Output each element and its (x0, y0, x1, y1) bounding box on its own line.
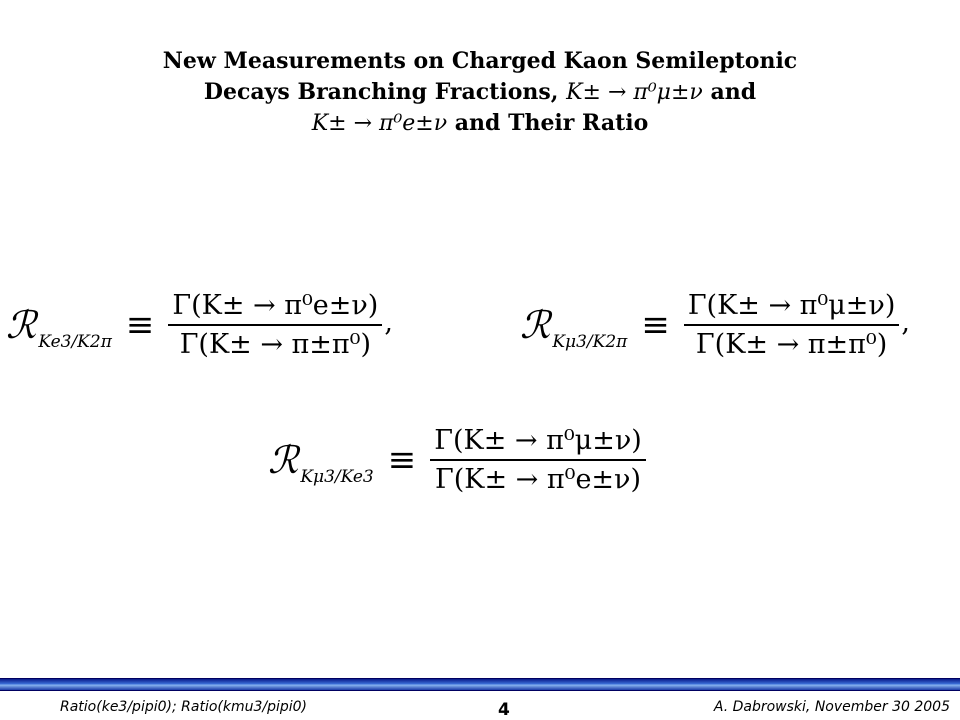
denominator: Γ(K± → π±π⁰) (179, 329, 372, 360)
numerator: Γ(K± → π⁰μ±ν) (687, 290, 896, 321)
ratio-symbol: ℛ (520, 303, 551, 347)
ratio-subscript: Ke3/K2π (38, 332, 112, 352)
numerator: Γ(K± → π⁰e±ν) (172, 290, 379, 321)
equation-lhs (268, 438, 374, 487)
ratio-subscript: Kμ3/K2π (552, 332, 628, 352)
title-line-2 (0, 77, 960, 108)
title-line-2-text: Decays Branching Fractions, (203, 79, 559, 105)
fraction-bar (430, 459, 646, 461)
fraction (168, 290, 382, 360)
ratio-symbol: ℛ (6, 303, 37, 347)
footer-right-text: A. Dabrowski, November 30 2005 (713, 699, 950, 715)
footer-divider-bar (0, 678, 960, 691)
equation-kmu3-k2pi (520, 290, 910, 360)
ratio-symbol: ℛ (268, 438, 299, 482)
title-line-2-end: and (710, 79, 757, 105)
equation-kmu3-ke3 (268, 425, 646, 495)
fraction (684, 290, 900, 360)
title-line-3-text: and Their Ratio (454, 110, 649, 136)
equiv-sign: ≡ (641, 305, 670, 345)
equiv-sign: ≡ (387, 440, 417, 480)
numerator: Γ(K± → π⁰μ±ν) (434, 425, 642, 456)
footer-left-text: Ratio(ke3/pipi0); Ratio(kmu3/pipi0) (60, 699, 308, 715)
equation-ke3-k2pi (6, 290, 393, 360)
title-line-1: New Measurements on Charged Kaon Semileptonic (162, 48, 798, 74)
fraction-bar (684, 324, 900, 326)
title-line-3-math: K± → π⁰e±ν (311, 111, 448, 136)
fraction-bar (168, 324, 382, 326)
trailing-comma: , (901, 307, 910, 338)
slide-title (0, 46, 960, 139)
fraction (430, 425, 646, 495)
ratio-subscript: Kμ3/Ke3 (300, 467, 374, 487)
title-line-3 (0, 108, 960, 139)
equation-lhs (520, 303, 628, 352)
trailing-comma: , (384, 307, 393, 338)
denominator: Γ(K± → π⁰e±ν) (435, 464, 641, 495)
denominator: Γ(K± → π±π⁰) (695, 329, 888, 360)
page-number: 4 (498, 700, 510, 720)
equation-lhs (6, 303, 112, 352)
equiv-sign: ≡ (125, 305, 155, 345)
title-line-2-math: K± → π⁰μ±ν (566, 80, 703, 105)
